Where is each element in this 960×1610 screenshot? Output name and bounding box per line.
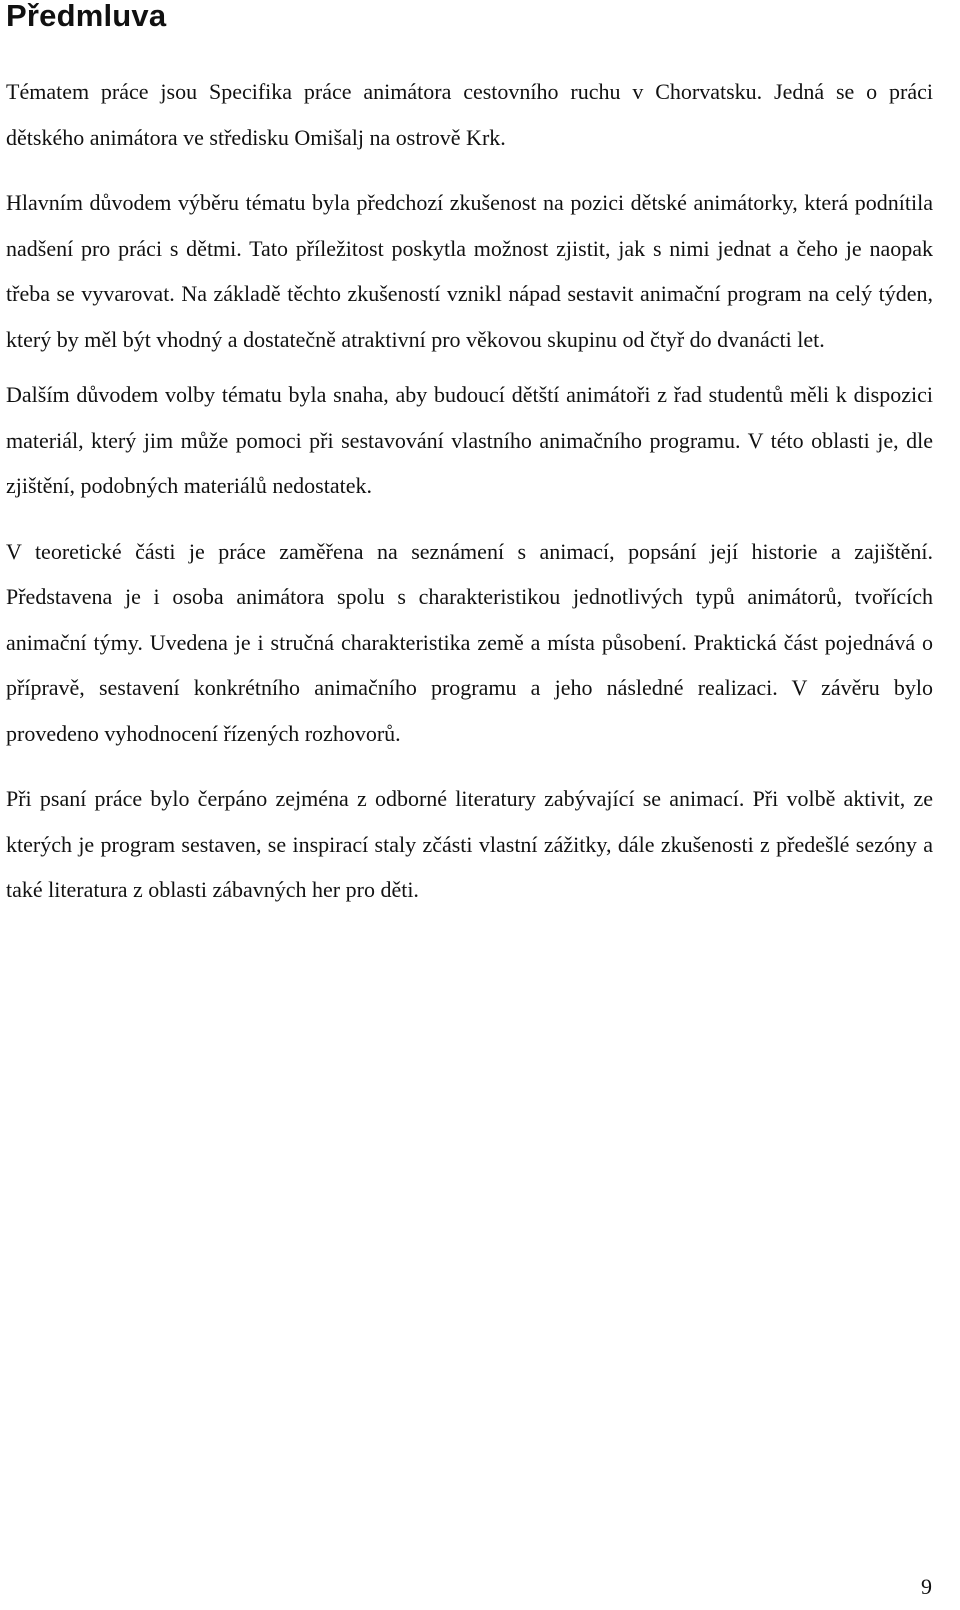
paragraph-1: Tématem práce jsou Specifika práce animátora cestovního ruchu v Chorvatsku. Jedná se o práci dětského animátora ve středisku Omišalj na ostrově Krk. <box>6 79 933 150</box>
paragraph-2: Hlavním důvodem výběru tématu byla předchozí zkušenost na pozici dětské animátorky, která podnítila nadšení pro práci s dětmi. Tato příležitost poskytla možnost zjistit, jak s nimi jednat a čeho je naopak třeba se vyvarovat. Na základě těchto zkušeností vznikl nápad sestavit animační program na celý týden, který by měl být vhodný a dostatečně atraktivní pro věkovou skupinu od čtyř do dvanácti let. <box>6 190 933 352</box>
page-number: 9 <box>921 1574 932 1599</box>
paragraph-4: V teoretické části je práce zaměřena na seznámení s animací, popsání její historie a zajištění. Představena je i osoba animátora spolu s charakteristikou jednotlivých typů animátorů, tvořících animační týmy. Uvedena je i stručná charakteristika země a místa působení. Praktická část pojednává o přípravě, sestavení konkrétního animačního programu a jeho následné realizaci. V závěru bylo provedeno vyhodnocení řízených rozhovorů. <box>6 538 933 746</box>
paragraph-3: Dalším důvodem volby tématu byla snaha, aby budoucí dětští animátoři z řad studentů měli k dispozici materiál, který jim může pomoci při sestavování vlastního animačního programu. V této oblasti je, dle zjištění, podobných materiálů nedostatek. <box>6 382 933 498</box>
page-title: Předmluva <box>6 0 167 33</box>
paragraph-5: Při psaní práce bylo čerpáno zejména z odborné literatury zabývající se animací. Při volbě aktivit, ze kterých je program sestaven, se inspirací staly zčásti vlastní zážitky, dále zkušenosti z předešlé sezóny a také literatura z oblasti zábavných her pro děti. <box>6 786 933 902</box>
document-body <box>6 69 933 933</box>
